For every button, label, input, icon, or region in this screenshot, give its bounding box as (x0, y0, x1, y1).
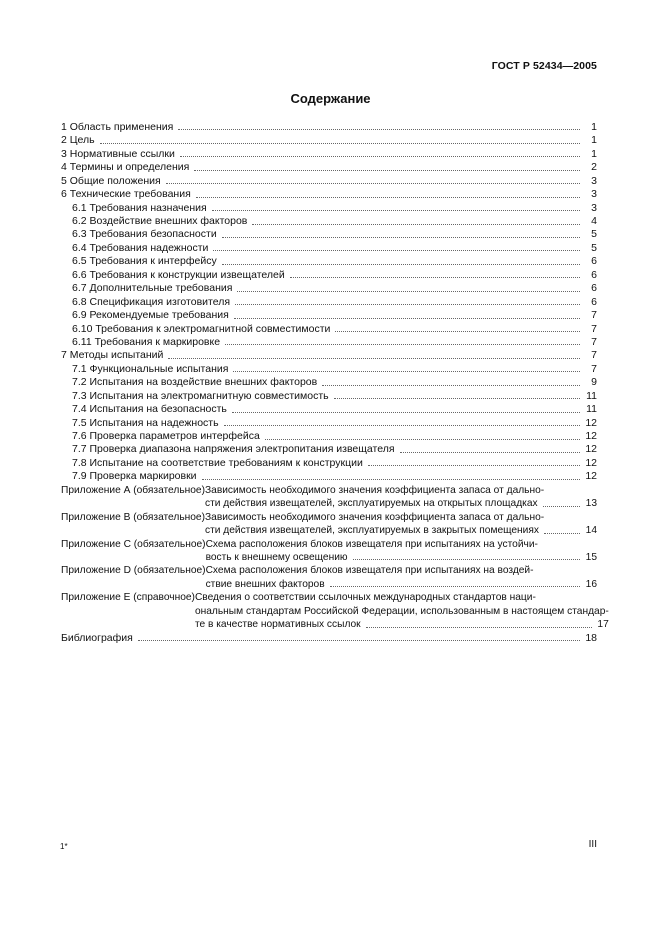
dot-leader (334, 398, 580, 399)
toc-entry-page: 1 (591, 134, 597, 147)
toc-entry[interactable] (61, 363, 597, 376)
dot-leader (544, 533, 580, 534)
toc-entry-page: 11 (586, 389, 597, 402)
toc-entry-page: 7 (591, 322, 597, 335)
toc-entry-title: 3 Нормативные ссылки (61, 147, 175, 160)
toc-entry-page: 9 (591, 376, 597, 389)
toc-appendix-entry[interactable] (61, 591, 609, 631)
toc-appendix-entry[interactable] (61, 484, 597, 511)
dot-leader (366, 627, 592, 628)
toc-entry-page: 2 (591, 161, 597, 174)
toc-entry-page: 5 (591, 228, 597, 241)
page-number: III (588, 839, 597, 850)
toc-entry-page: 12 (585, 456, 597, 469)
dot-leader (322, 385, 580, 386)
toc-entry[interactable] (61, 632, 597, 645)
dot-leader (213, 250, 580, 251)
toc-entry-title: 1 Область применения (61, 120, 174, 133)
dot-leader (335, 331, 580, 332)
toc-entry-title: 7.9 Проверка маркировки (72, 470, 197, 483)
toc-entry[interactable] (61, 323, 597, 336)
toc-entry-page: 18 (585, 631, 597, 644)
toc-entry-page: 16 (585, 578, 597, 590)
toc-entry-page: 12 (585, 443, 597, 456)
toc-entry-title: 6.11 Требования к маркировке (72, 335, 221, 348)
toc-entry-page: 15 (585, 551, 597, 563)
document-standard-number: ГОСТ Р 52434—2005 (491, 60, 597, 72)
toc-entry-title: 5 Общие положения (61, 174, 161, 187)
toc-entry-title: 6.6 Требования к конструкции извещателей (72, 268, 285, 281)
toc-appendix-entry[interactable] (61, 511, 597, 538)
toc-entry[interactable] (61, 417, 597, 430)
toc-entry[interactable] (61, 430, 597, 443)
toc-entry[interactable] (61, 134, 597, 147)
toc-entry[interactable] (61, 215, 597, 228)
toc-entry[interactable] (61, 457, 597, 470)
toc-entry-title: 7.4 Испытания на безопасность (72, 403, 227, 416)
dot-leader (400, 452, 580, 453)
toc-entry[interactable] (61, 229, 597, 242)
appendix-designation: Приложение С (обязательное) (61, 538, 206, 550)
dot-leader (265, 439, 580, 440)
toc-entry[interactable] (61, 444, 597, 457)
footer-sheet-mark: 1* (60, 842, 68, 851)
toc-entry-page: 11 (586, 403, 597, 416)
toc-entry-title: 6.7 Дополнительные требования (72, 282, 233, 295)
dot-leader (225, 344, 580, 345)
toc-appendix-entry[interactable] (61, 564, 597, 591)
toc-entry-title: 6.3 Требования безопасности (72, 228, 217, 241)
toc-entry-title: 6.8 Спецификация изготовителя (72, 295, 231, 308)
toc-entry[interactable] (61, 148, 597, 161)
dot-leader (234, 318, 580, 319)
toc-entry-title: 6.1 Требования назначения (72, 201, 207, 214)
dot-leader (180, 156, 580, 157)
toc-entry-page: 12 (585, 430, 597, 443)
toc-entry-page: 6 (591, 295, 597, 308)
toc-entry[interactable] (61, 202, 597, 215)
toc-entry-page: 6 (591, 282, 597, 295)
toc-entry[interactable] (61, 269, 597, 282)
toc-entry[interactable] (61, 175, 597, 188)
dot-leader (100, 143, 580, 144)
toc-entry-title: 7.3 Испытания на электромагнитную совместимость (72, 389, 329, 402)
dot-leader (224, 425, 580, 426)
toc-entry-page: 3 (591, 174, 597, 187)
toc-entry-title: 7.1 Функциональные испытания (72, 362, 229, 375)
toc-entry[interactable] (61, 376, 597, 389)
appendix-title-line: Схема расположения блоков извещателя при испытаниях на воздей- (205, 565, 534, 577)
toc-entry[interactable] (61, 255, 597, 268)
dot-leader (196, 197, 580, 198)
dot-leader (178, 129, 580, 130)
toc-entry[interactable] (61, 161, 597, 174)
toc-entry[interactable] (61, 349, 597, 362)
appendix-designation: Приложение Е (справочное) (61, 592, 195, 604)
toc-entry-title: 7.2 Испытания на воздействие внешних факторов (72, 376, 318, 389)
toc-entry[interactable] (61, 188, 597, 201)
dot-leader (222, 237, 580, 238)
dot-leader (353, 559, 580, 560)
toc-entry-page: 4 (591, 215, 597, 228)
toc-entry[interactable] (61, 403, 597, 416)
page-title: Содержание (290, 91, 371, 106)
toc-entry-title: 7.6 Проверка параметров интерфейса (72, 430, 260, 443)
toc-entry-page: 6 (591, 268, 597, 281)
appendix-title-line: Зависимость необходимого значения коэффициента запаса от дально- (205, 511, 545, 523)
dot-leader (543, 506, 580, 507)
dot-leader (368, 465, 580, 466)
toc-entry-title: 7.5 Испытания на надежность (72, 416, 219, 429)
toc-entry-page: 7 (591, 335, 597, 348)
appendix-title-line: те в качестве нормативных ссылок (194, 619, 361, 631)
toc-entry-page: 3 (591, 188, 597, 201)
toc-entry-page: 7 (591, 349, 597, 362)
toc-entry-page: 3 (591, 201, 597, 214)
toc-entry-page: 13 (585, 498, 597, 510)
dot-leader (202, 479, 580, 480)
toc-entry-page: 14 (585, 525, 597, 537)
toc-entry[interactable] (61, 309, 597, 322)
toc-entry-page: 6 (591, 255, 597, 268)
appendix-title-line: вость к внешнему освещению (205, 551, 348, 563)
toc-entry-title: 4 Термины и определения (61, 161, 190, 174)
toc-entry-title: 6 Технические требования (61, 188, 191, 201)
toc-entry-page: 1 (591, 147, 597, 160)
appendix-designation: Приложение В (обязательное) (61, 511, 205, 523)
toc-entry[interactable] (61, 296, 597, 309)
toc-entry-title: 7.7 Проверка диапазона напряжения электропитания извещателя (72, 443, 395, 456)
dot-leader (138, 640, 580, 641)
toc-entry[interactable] (61, 282, 597, 295)
toc-entry[interactable] (61, 121, 597, 134)
toc-entry-page: 5 (591, 241, 597, 254)
dot-leader (235, 304, 580, 305)
toc-entry-title: 2 Цель (61, 134, 95, 147)
toc-entry-page: 12 (585, 416, 597, 429)
toc-entry-page: 7 (591, 362, 597, 375)
appendix-title-line: Сведения о соответствии ссылочных международных стандартов наци- (194, 592, 536, 604)
toc-entry-page: 12 (585, 470, 597, 483)
appendix-title-line: ональным стандартам Российской Федерации, использованным в настоящем стандар- (194, 605, 609, 617)
toc-appendix-entry[interactable] (61, 538, 597, 565)
dot-leader (166, 183, 580, 184)
dot-leader (290, 277, 580, 278)
appendix-title-line: ствие внешних факторов (205, 578, 325, 590)
dot-leader (194, 170, 580, 171)
appendix-designation: Приложение А (обязательное) (61, 484, 205, 496)
dot-leader (233, 371, 580, 372)
toc-entry-page: 1 (591, 120, 597, 133)
dot-leader (168, 358, 580, 359)
toc-entry-title: 6.10 Требования к электромагнитной совместимости (72, 322, 331, 335)
toc-entry-page: 7 (591, 309, 597, 322)
toc-entry[interactable] (61, 336, 597, 349)
appendix-title-line: Схема расположения блоков извещателя при испытаниях на устойчи- (205, 538, 538, 550)
dot-leader (222, 264, 580, 265)
toc-entry-title: 6.9 Рекомендуемые требования (72, 309, 229, 322)
toc-entry-title: Библиография (61, 631, 133, 644)
toc-entry[interactable] (61, 470, 597, 483)
appendix-designation: Приложение D (обязательное) (61, 565, 206, 577)
toc-entry[interactable] (61, 390, 597, 403)
dot-leader (232, 412, 580, 413)
appendix-title-line: Зависимость необходимого значения коэффициента запаса от дально- (205, 484, 545, 496)
toc-entry-title: 6.4 Требования надежности (72, 241, 209, 254)
table-of-contents (61, 120, 609, 645)
dot-leader (212, 210, 580, 211)
toc-entry-title: 7.8 Испытание на соответствие требованиям к конструкции (72, 456, 363, 469)
appendix-title-line: сти действия извещателей, эксплуатируемых в закрытых помещениях (205, 525, 539, 537)
toc-entry-page: 17 (597, 619, 609, 631)
toc-entry[interactable] (61, 242, 597, 255)
dot-leader (252, 224, 580, 225)
dot-leader (330, 586, 580, 587)
toc-entry-title: 6.2 Воздействие внешних факторов (72, 215, 248, 228)
toc-entry-title: 6.5 Требования к интерфейсу (72, 255, 217, 268)
dot-leader (237, 291, 580, 292)
toc-entry-title: 7 Методы испытаний (61, 349, 164, 362)
appendix-title-line: сти действия извещателей, эксплуатируемых на открытых площадках (205, 498, 538, 510)
